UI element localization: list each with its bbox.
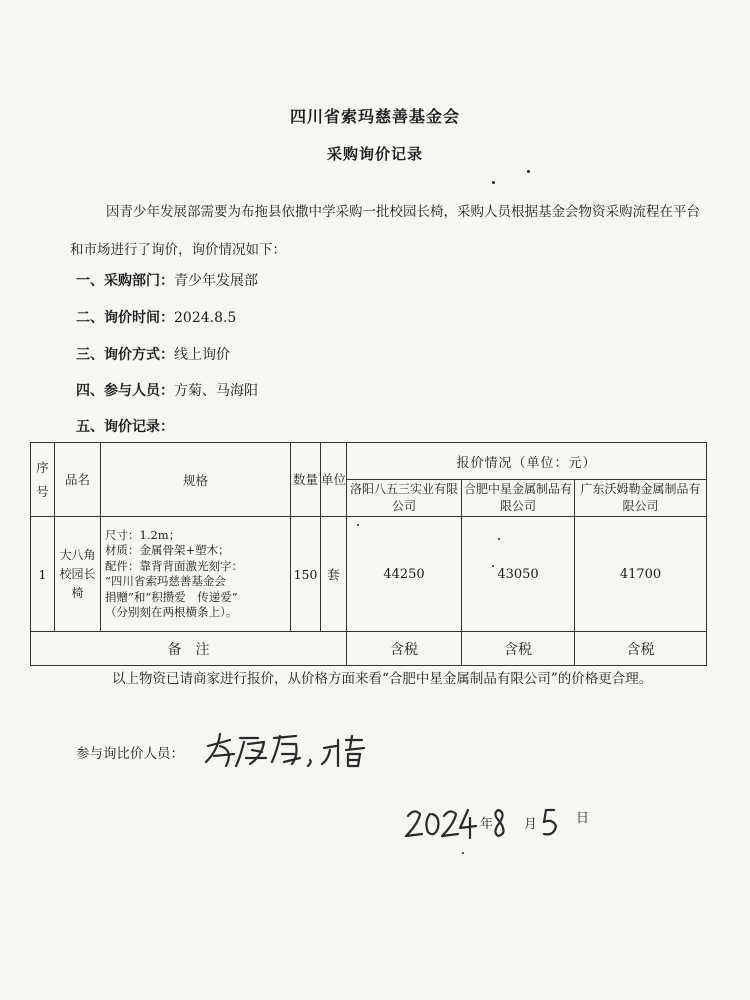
field-label: 五、询价记录：	[76, 419, 174, 435]
scan-speck	[357, 524, 359, 526]
field-label: 三、询价方式：	[76, 347, 174, 363]
date-year-char: 年	[480, 817, 494, 832]
field-label: 一、采购部门：	[76, 273, 174, 289]
header-supplier-1: 洛阳八五三实业有限公司	[347, 480, 462, 517]
header-name: 品名	[55, 443, 101, 517]
note-label: 备 注	[31, 632, 347, 666]
note-value-2: 含税	[462, 632, 575, 666]
scan-speck	[527, 170, 530, 173]
field-inquiry-method	[76, 344, 230, 364]
spec-line: 材质：金属骨架+塑木；	[105, 543, 230, 557]
participants-label: 参与询比价人员：	[76, 746, 184, 762]
header-quote: 报价情况（单位：元）	[347, 443, 707, 480]
handwritten-signature	[200, 728, 370, 773]
field-label: 四、参与人员：	[76, 383, 174, 399]
field-department	[76, 270, 258, 290]
conclusion-paragraph: 以上物资已请商家进行报价，从价格方面来看“合肥中星金属制品有限公司”的价格更合理。	[112, 671, 653, 687]
cell-unit: 套	[321, 517, 347, 632]
scan-speck	[498, 538, 500, 540]
field-value: 线上询价	[174, 347, 230, 363]
spec-line: 配件：靠背背面激光刻字：	[105, 558, 243, 573]
inquiry-record-table	[30, 442, 707, 666]
spec-line: “四川省索玛慈善基金会	[105, 574, 226, 588]
field-inquiry-time	[76, 307, 236, 327]
header-supplier-2: 合肥中星金属制品有限公司	[462, 480, 575, 517]
spec-line: 尺寸：1.2m；	[105, 527, 181, 542]
header-unit: 单位	[321, 443, 347, 517]
cell-qty: 150	[291, 517, 321, 632]
header-supplier-3: 广东沃姆勒金属制品有限公司	[575, 480, 707, 517]
cell-price-3: 41700	[575, 517, 707, 632]
spec-line: （分别刻在两根横条上）。	[105, 605, 238, 619]
field-label: 二、询价时间：	[76, 310, 174, 326]
header-spec: 规格	[101, 443, 291, 517]
document-title: 四川省索玛慈善基金会	[289, 107, 460, 126]
spec-line: 捐赠”和“积攒爱 传递爱”	[105, 589, 238, 604]
field-participants	[76, 380, 258, 400]
field-value: 青少年发展部	[174, 273, 258, 289]
date-month-char: 月	[524, 817, 538, 832]
intro-paragraph: 因青少年发展部需要为布拖县依撒中学采购一批校园长椅，采购人员根据基金会物资采购流程在平台和市场进行了询价，询价情况如下：	[70, 204, 700, 258]
cell-name: 大八角校园长椅	[55, 517, 101, 632]
note-value-1: 含税	[347, 632, 462, 666]
date-day-char: 日	[576, 811, 590, 826]
document-subtitle: 采购询价记录	[326, 145, 423, 163]
header-qty: 数量	[291, 443, 321, 517]
note-value-3: 含税	[575, 632, 707, 666]
cell-no: 1	[31, 517, 55, 632]
cell-price-1: 44250	[347, 517, 462, 632]
table-row	[31, 517, 707, 632]
field-inquiry-record	[76, 416, 174, 436]
handwritten-date	[400, 800, 610, 845]
cell-spec	[101, 517, 291, 632]
scan-speck	[492, 181, 495, 184]
field-value: 方菊、马海阳	[174, 383, 258, 399]
cell-price-2: 43050	[462, 517, 575, 632]
field-value: 2024.8.5	[174, 310, 237, 326]
scan-speck	[462, 852, 464, 854]
scan-speck	[492, 565, 494, 567]
header-no: 序号	[31, 443, 55, 517]
